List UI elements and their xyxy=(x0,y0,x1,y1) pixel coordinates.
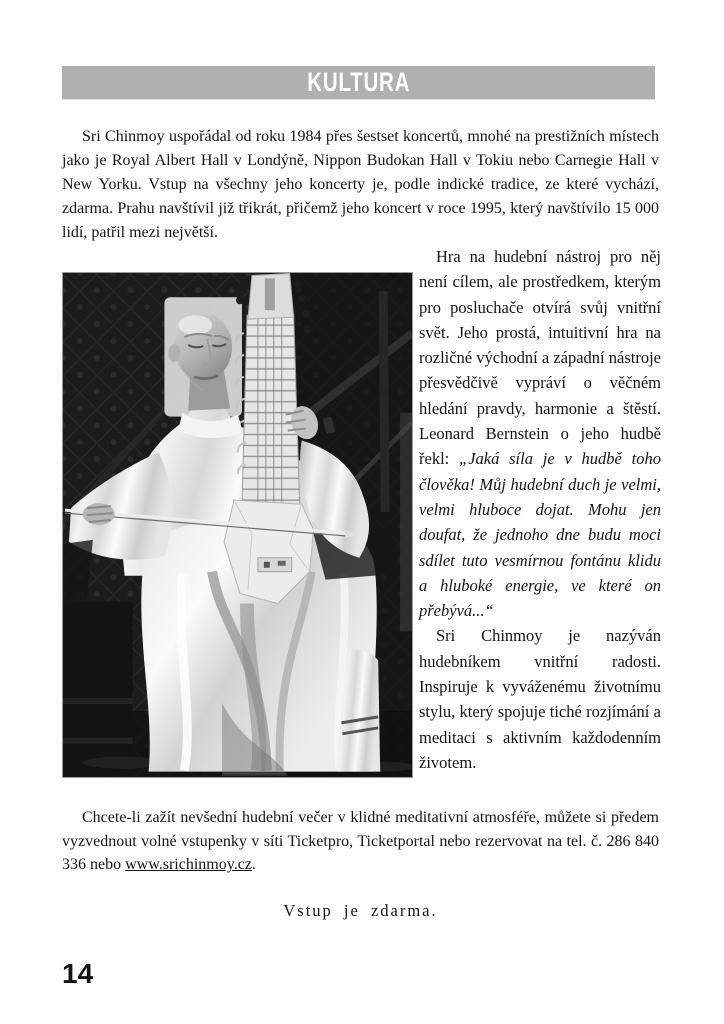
photo-bridge xyxy=(258,558,292,572)
section-header-bar xyxy=(62,66,655,99)
text-column xyxy=(419,244,661,775)
section-title: KULTURA xyxy=(307,67,410,97)
closing-line: Vstup je zdarma. xyxy=(283,901,438,920)
column-paragraph-1 xyxy=(419,244,661,623)
outro-text-end: . xyxy=(251,856,256,874)
outro-text: Chcete-li zažít nevšední hudební večer v klidné meditativní atmosféře, můžete si předem vyzvednout volné vstupenky v síti Ticketpro, Ticketportal nebo rezervovat na tel. č. 286 840 336 nebo xyxy=(62,809,659,874)
photo-illustration xyxy=(63,273,412,777)
photo-sri-chinmoy xyxy=(62,272,413,778)
bernstein-quote: „Jaká síla je v hudbě toho člověka! Můj hudební duch je velmi, velmi hluboce dojat. Mohu jen doufat, že jednoho dne budu moci sdílet tuto vesmírnou fontánu klidu a hluboké energie, ve které on přebývá...“ xyxy=(419,449,661,621)
column-paragraph-1-lead: Hra na hudební nástroj pro něj není cílem, ale prostředkem, kterým pro posluchače otvírá svůj vnitřní svět. Jeho prostá, intuitivní hra na rozličné východní a západní nástroje přesvědčivě vypráví o věčném hledání pravdy, harmonie a štěstí. Leonard Bernstein o jeho hudbě řekl: xyxy=(419,247,661,469)
srichinmoy-link[interactable]: www.srichinmoy.cz xyxy=(125,856,252,874)
outro-paragraph xyxy=(62,806,659,877)
column-paragraph-2: Sri Chinmoy je nazýván hudebníkem vnitřní radosti. Inspiruje k vyváženému životnímu stylu, který spojuje tiché rozjímání a meditaci s aktivním každodenním životem. xyxy=(419,626,661,772)
intro-paragraph: Sri Chinmoy uspořádal od roku 1984 přes šestset koncertů, mnohé na prestižních místech jako je Royal Albert Hall v Londýně, Nippon Budokan Hall v Tokiu nebo Carnegie Hall v New Yorku. Vstup na všechny jeho koncerty je, podle indické tradice, ze které vychází, zdarma. Prahu navštívil již třikrát, přičemž jeho koncert v roce 1995, který navštívilo 15 000 lidí, patřil mezi největší. xyxy=(62,128,659,241)
photo-ear xyxy=(168,344,180,362)
page-number: 14 xyxy=(62,958,94,989)
